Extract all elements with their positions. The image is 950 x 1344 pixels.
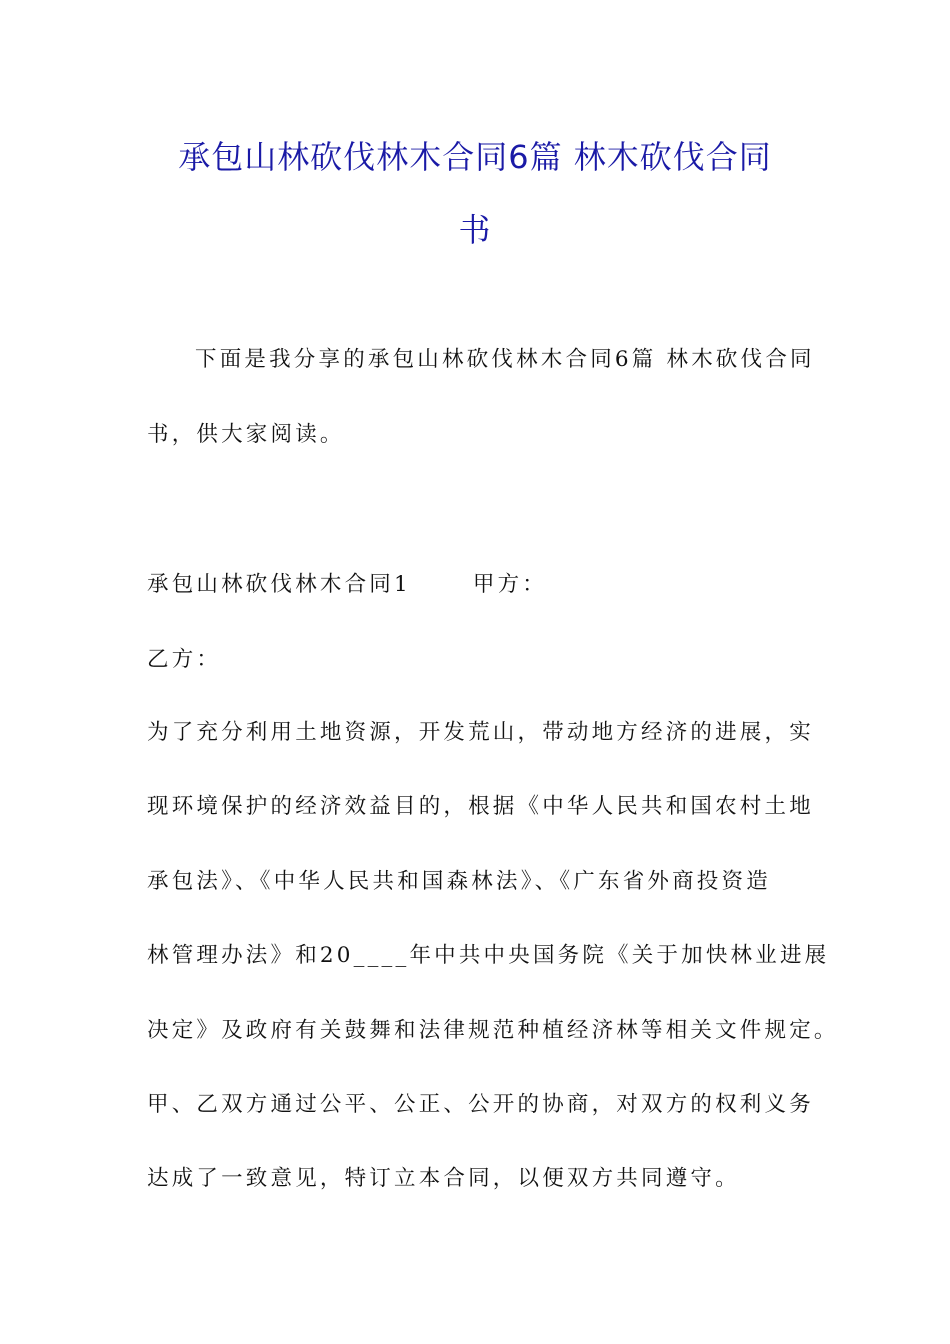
party-a-label: 甲方： bbox=[472, 572, 547, 597]
body-line-2: 现环境保护的经济效益目的，根据《中华人民共和国农村土地 bbox=[147, 794, 814, 819]
section-heading: 承包山林砍伐林木合同1 bbox=[147, 572, 411, 597]
document-title-line-1: 承包山林砍伐林木合同6篇 林木砍伐合同 bbox=[178, 138, 772, 176]
intro-line-2: 书，供大家阅读。 bbox=[147, 422, 345, 447]
body-line-6: 甲、乙双方通过公平、公正、公开的协商，对双方的权利义务 bbox=[147, 1092, 814, 1117]
body-line-1: 为了充分利用土地资源，开发荒山，带动地方经济的进展，实 bbox=[147, 720, 814, 745]
body-line-7: 达成了一致意见，特订立本合同，以便双方共同遵守。 bbox=[147, 1166, 740, 1191]
body-line-3: 承包法》、《中华人民共和国森林法》、《广东省外商投资造 bbox=[147, 869, 771, 894]
party-b-label: 乙方： bbox=[147, 647, 222, 672]
body-line-5: 决定》及政府有关鼓舞和法律规范种植经济林等相关文件规定。 bbox=[147, 1018, 839, 1043]
section-heading-row bbox=[147, 570, 547, 600]
document-title-line-2: 书 bbox=[458, 211, 492, 249]
intro-line-1: 下面是我分享的承包山林砍伐林木合同6篇 林木砍伐合同 bbox=[195, 347, 815, 372]
body-line-4: 林管理办法》和20____年中共中央国务院《关于加快林业进展 bbox=[147, 943, 830, 968]
